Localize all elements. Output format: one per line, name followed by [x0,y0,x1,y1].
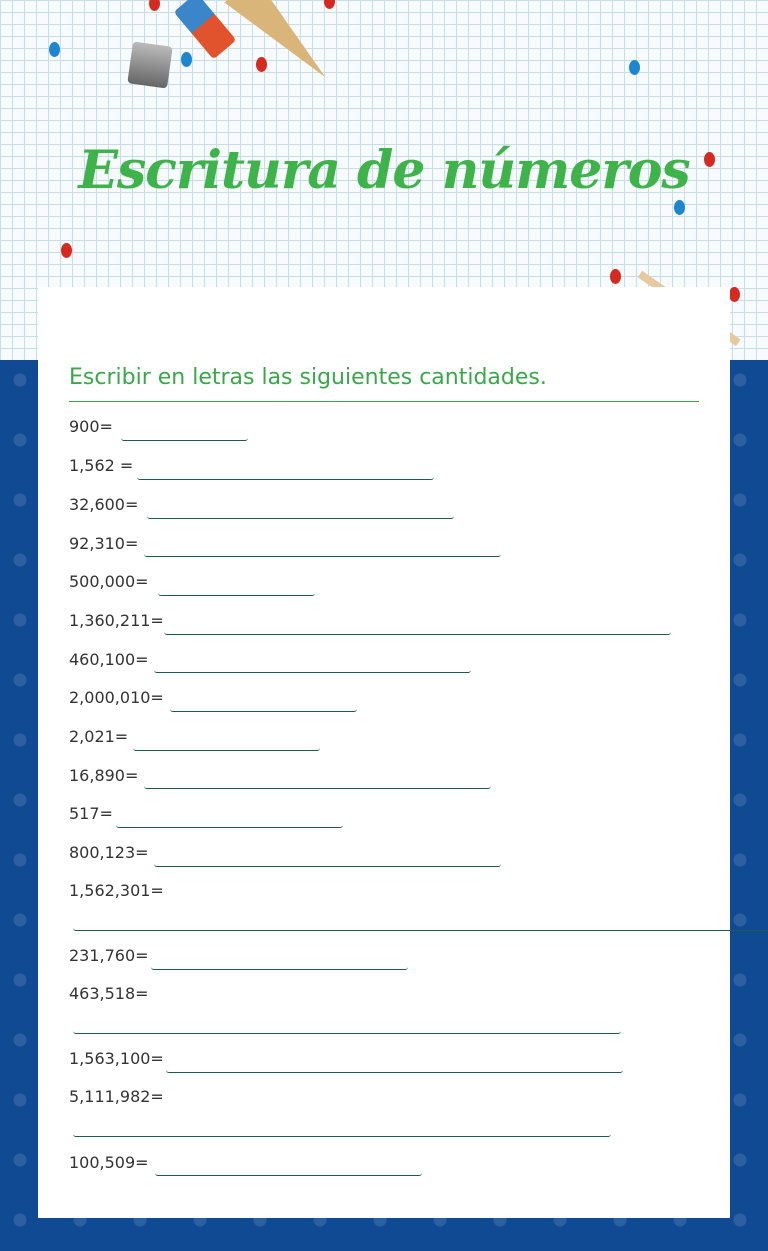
item-label: 900= [69,417,113,436]
answer-input[interactable] [137,466,434,480]
item-label: 231,760= [69,946,149,965]
answer-input[interactable] [166,1059,623,1073]
answer-input[interactable] [116,814,343,828]
item-label: 1,563,100= [69,1049,164,1068]
dot [729,287,740,302]
item-label: 800,123= [69,843,149,862]
item-label: 100,509= [69,1153,149,1172]
item-label: 16,890= [69,766,139,785]
answer-input[interactable] [73,1020,621,1034]
dot [610,269,621,284]
answer-input[interactable] [133,737,320,751]
worksheet-card [38,287,730,1218]
dot [181,52,192,67]
item-label: 1,562 = [69,456,134,475]
dot [256,57,267,72]
answer-input[interactable] [147,505,454,519]
answer-input[interactable] [144,775,491,789]
item-label: 2,021= [69,727,129,746]
item-label: 463,518= [69,984,149,1003]
item-label: 1,562,301= [69,881,164,900]
item-label: 1,360,211= [69,611,164,630]
item-label: 460,100= [69,650,149,669]
sharpener-icon [127,41,172,88]
answer-input[interactable] [158,582,315,596]
answer-input[interactable] [73,1123,611,1137]
divider [69,401,699,402]
item-label: 5,111,982= [69,1087,164,1106]
answer-input[interactable] [144,543,501,557]
answer-input[interactable] [170,698,357,712]
item-label: 32,600= [69,495,139,514]
dot [674,200,685,215]
answer-input[interactable] [155,1162,422,1176]
item-label: 500,000= [69,572,149,591]
answer-input[interactable] [121,427,248,441]
item-label: 2,000,010= [69,688,164,707]
answer-input[interactable] [164,621,671,635]
answer-input[interactable] [73,917,768,931]
answer-input[interactable] [151,956,408,970]
answer-input[interactable] [154,659,471,673]
page-title: Escritura de números [78,140,690,201]
item-label: 517= [69,804,113,823]
answer-input[interactable] [154,853,501,867]
dot [49,42,60,57]
instruction-text: Escribir en letras las siguientes cantidades. [69,365,547,390]
dot [61,243,72,258]
item-label: 92,310= [69,534,139,553]
dot [629,60,640,75]
